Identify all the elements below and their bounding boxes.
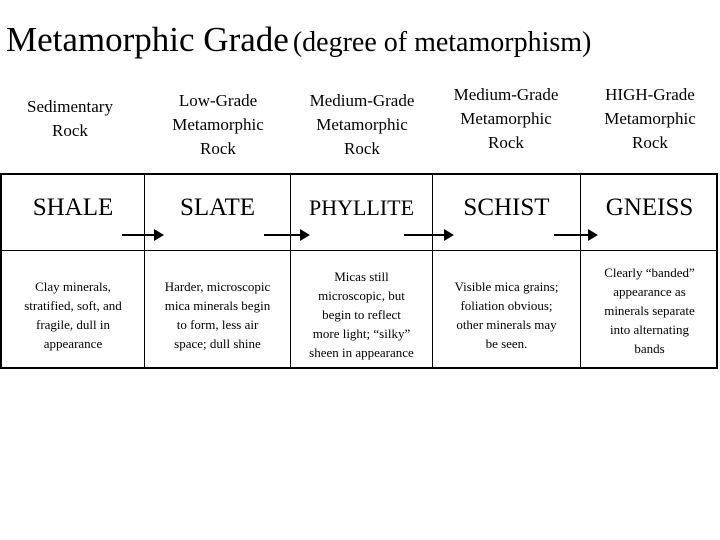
description-line: Harder, microscopic (164, 279, 271, 294)
description-line: appearance as (613, 284, 686, 299)
description-shale (4, 277, 142, 353)
arrow-right-icon (554, 228, 598, 242)
description-line: space; dull shine (174, 336, 261, 351)
description-line: bands (634, 341, 665, 356)
description-line: Clay minerals, (35, 279, 111, 294)
description-line: fragile, dull in (35, 317, 110, 332)
row-divider (2, 250, 716, 251)
header-sedimentary (2, 95, 138, 143)
description-line: mica minerals begin (164, 298, 271, 313)
header-line: Sedimentary (27, 97, 113, 116)
description-phyllite (292, 267, 431, 362)
description-line: Clearly “banded” (604, 265, 695, 280)
description-line: foliation obvious; (460, 298, 553, 313)
description-line: to form, less air (176, 317, 259, 332)
header-medium-grade-1 (292, 89, 432, 161)
header-line: HIGH-Grade (605, 85, 695, 104)
header-line: Medium-Grade (453, 85, 559, 104)
description-line: begin to reflect (322, 307, 401, 322)
description-line: Micas still (334, 269, 389, 284)
header-line: Rock (52, 121, 88, 140)
header-line: Metamorphic (604, 109, 696, 128)
header-line: Metamorphic (460, 109, 552, 128)
page-title (6, 22, 591, 57)
header-line: Medium-Grade (309, 91, 415, 110)
arrow-right-icon (122, 228, 164, 242)
rock-name-gneiss: GNEISS (605, 194, 694, 221)
arrow-right-icon (404, 228, 454, 242)
arrow-right-icon (264, 228, 310, 242)
header-line: Rock (632, 133, 668, 152)
description-schist (434, 277, 579, 353)
description-line: other minerals may (456, 317, 557, 332)
header-medium-grade-2 (436, 83, 576, 155)
description-line: minerals separate (604, 303, 695, 318)
description-line: microscopic, but (318, 288, 405, 303)
description-line: sheen in appearance (309, 345, 414, 360)
rock-name-slate: SLATE (180, 194, 255, 221)
header-line: Rock (488, 133, 524, 152)
description-line: into alternating (609, 322, 690, 337)
description-line: be seen. (485, 336, 528, 351)
description-line: stratified, soft, and (24, 298, 122, 313)
header-low-grade (146, 89, 290, 161)
rock-name-phyllite: PHYLLITE (308, 195, 415, 220)
header-line: Rock (200, 139, 236, 158)
header-line: Low-Grade (178, 91, 258, 110)
description-line: Visible mica grains; (454, 279, 559, 294)
header-line: Metamorphic (316, 115, 408, 134)
description-line: more light; “silky” (312, 326, 411, 341)
title-main: Metamorphic Grade (6, 20, 289, 59)
rock-name-shale: SHALE (32, 194, 114, 221)
title-subtitle: (degree of metamorphism) (292, 27, 592, 58)
header-line: Metamorphic (172, 115, 264, 134)
description-line: appearance (43, 336, 103, 351)
description-gneiss (582, 263, 717, 358)
rock-name-schist: SCHIST (463, 194, 550, 221)
description-slate (147, 277, 288, 353)
header-high-grade (580, 83, 720, 155)
header-line: Rock (344, 139, 380, 158)
rock-table (0, 173, 718, 369)
